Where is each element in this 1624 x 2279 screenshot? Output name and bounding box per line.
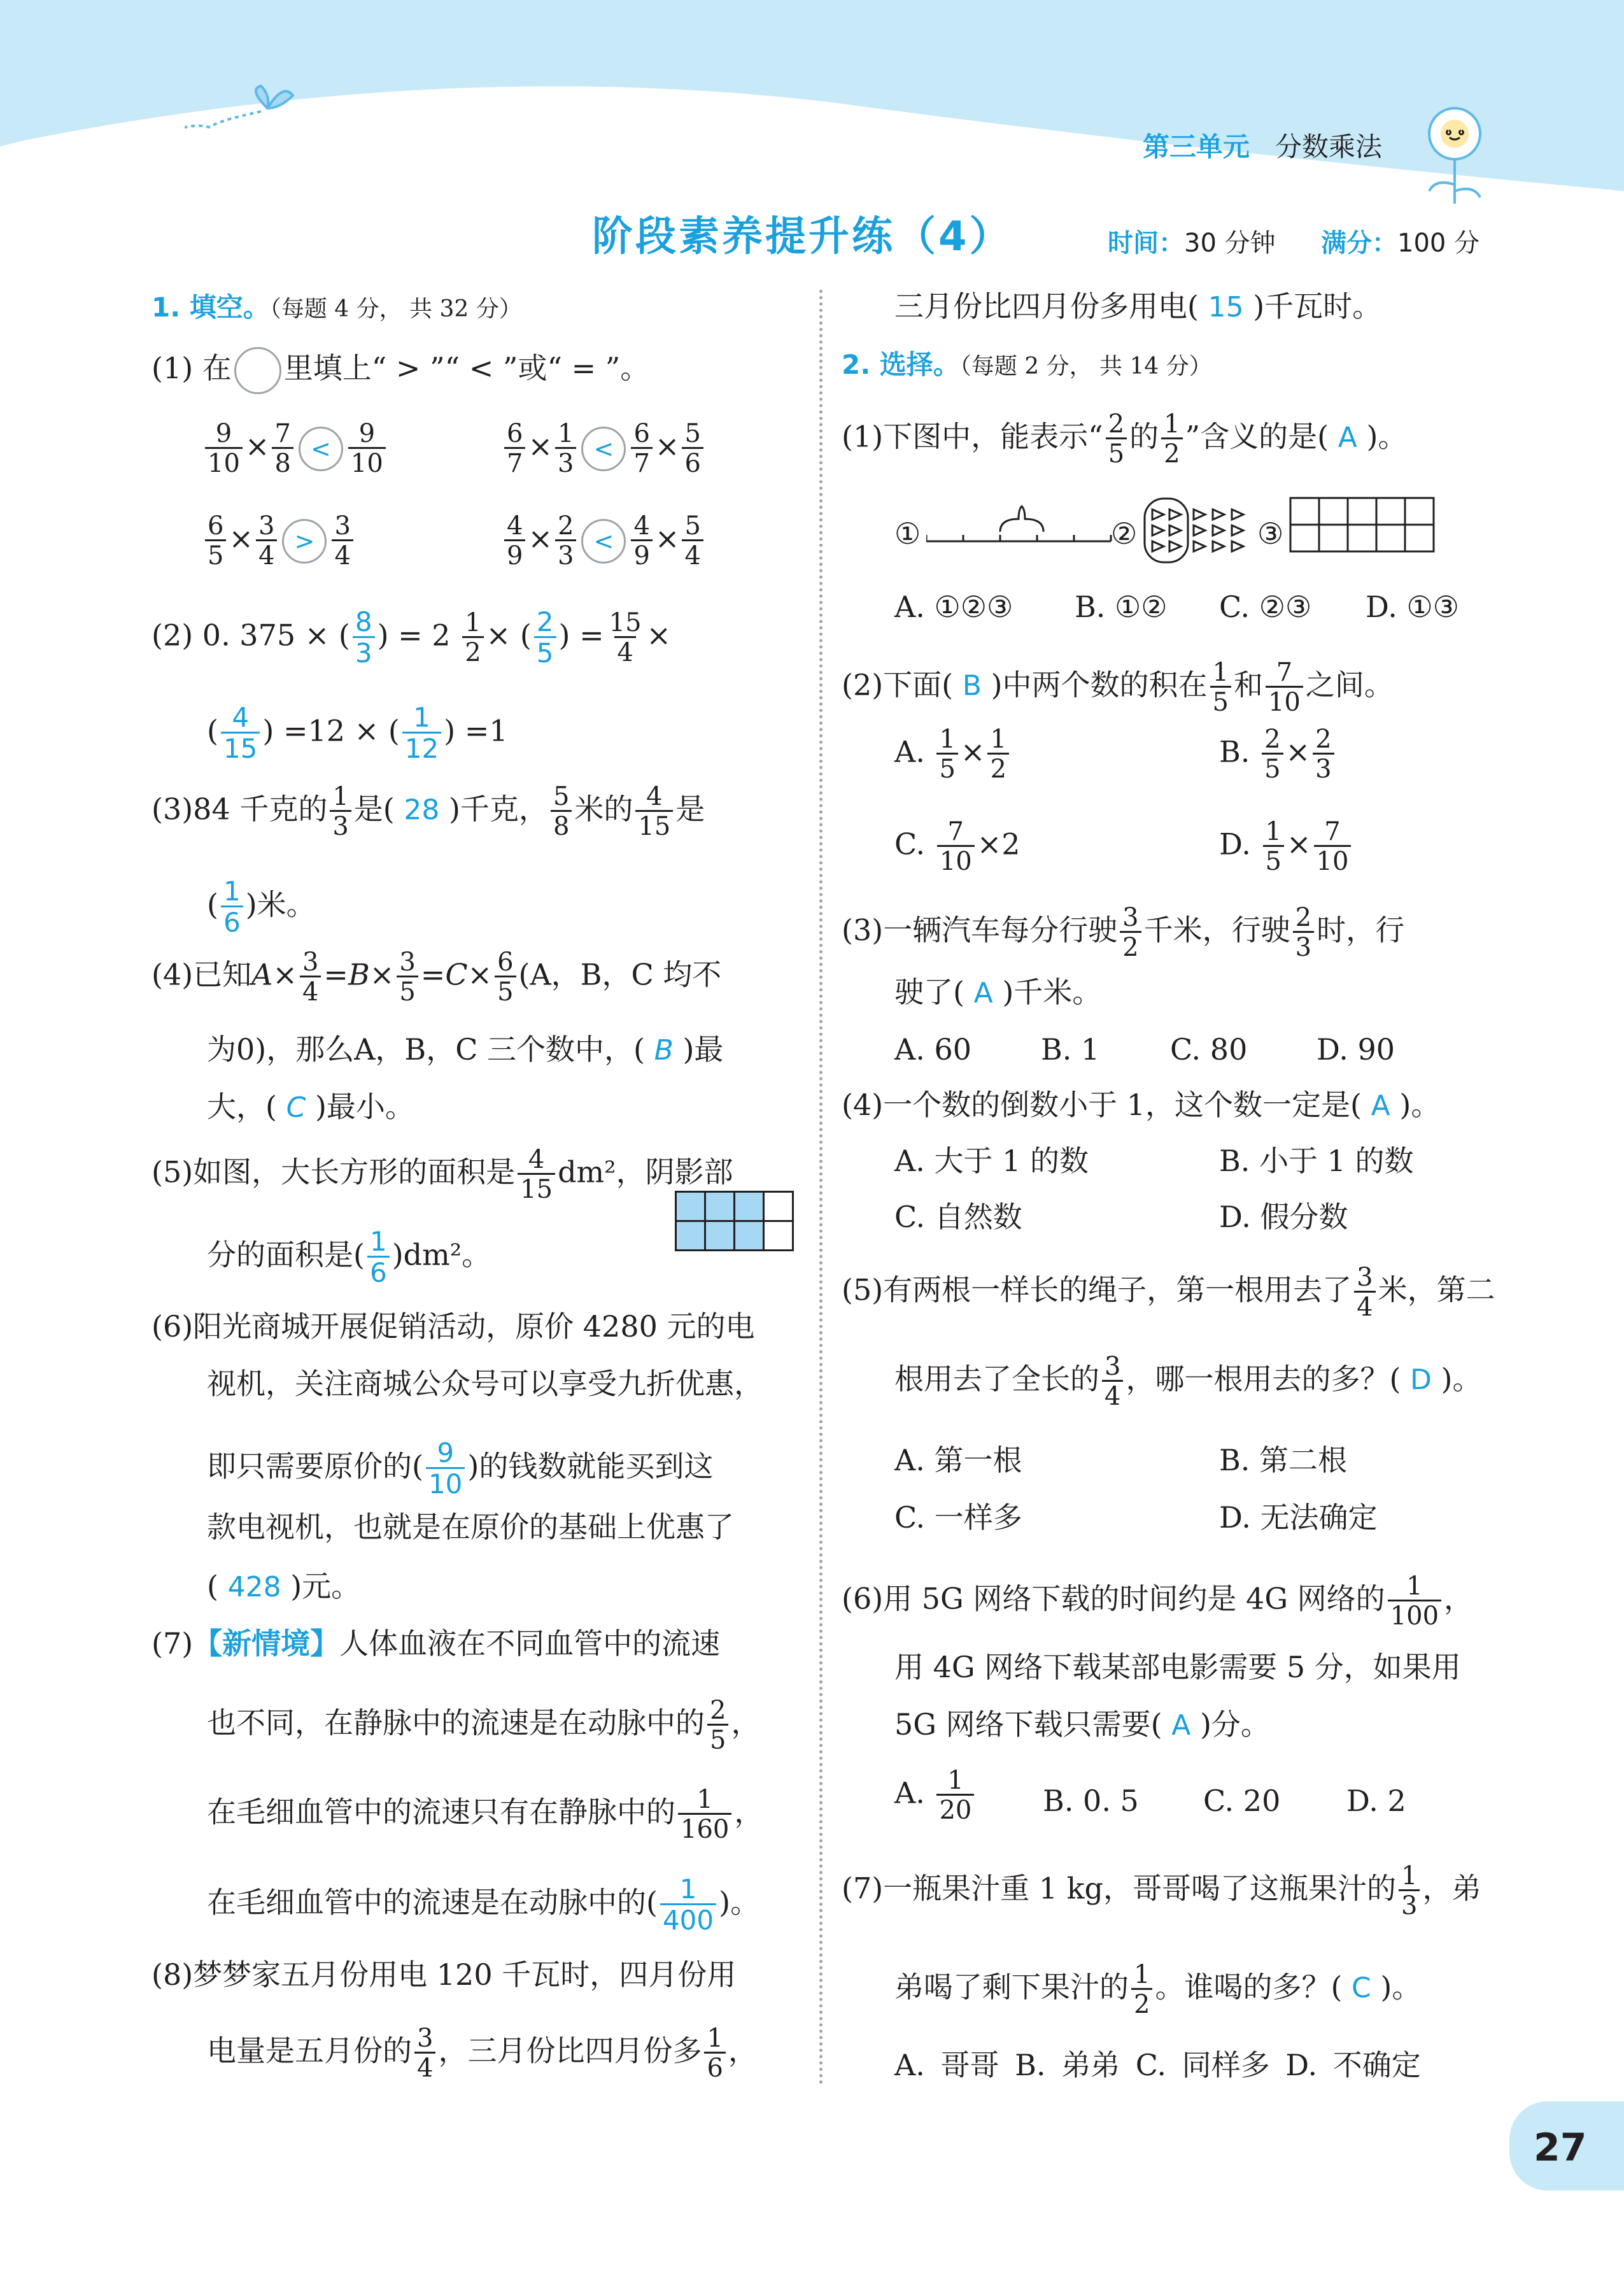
q1-p6-line-5: ( 428 )元。 bbox=[207, 1569, 361, 1603]
q2-p2-opt-b: B. $\frac{2}{5}$ × $\frac{2}{3}$ bbox=[1219, 726, 1337, 783]
figure-label-3: ③ bbox=[1257, 516, 1284, 551]
q2-p5-opt-d: D. 无法确定 bbox=[1219, 1500, 1378, 1535]
segment-figure bbox=[926, 503, 1117, 554]
q2-p5-opt-c: C. 一样多 bbox=[894, 1500, 1022, 1535]
page-title: 阶段素养提升练（4） bbox=[592, 213, 1013, 260]
q2-p3-opt-b: B. 1 bbox=[1041, 1032, 1100, 1067]
q2-p6-line-3: 5G 网络下载只需要( A )分。 bbox=[894, 1707, 1270, 1742]
q2-p7-line-2: 弟喝了剩下果汁的 $\frac{1}{2}$ 。谁喝的多？( C )。 bbox=[894, 1960, 1422, 2019]
q2-p3-opt-a: A. 60 bbox=[894, 1032, 971, 1067]
q1-p8-line-2: 电量是五月份的 $\frac{3}{4}$ ，三月份比四月份多 $\frac{1}{6}$ ， bbox=[207, 2024, 758, 2083]
q1-p7-line-2: 也不同，在静脉中的流速是在动脉中的 $\frac{2}{5}$ ， bbox=[207, 1696, 761, 1755]
q1-p3-line-2: ( $\frac{1}{6}$ )米。 bbox=[207, 876, 316, 939]
page-number-tab bbox=[1509, 2101, 1624, 2190]
q2-p2-opt-c: C. $\frac{7}{10}$ ×2 bbox=[894, 817, 1020, 876]
rectangle-figure bbox=[675, 1191, 794, 1251]
q1-p2-line-2: ( $\frac{4}{15}$ ) =12 × ( $\frac{1}{12}$ ) =1 bbox=[207, 702, 508, 765]
q2-p6-opt-d: D. 2 bbox=[1346, 1784, 1406, 1818]
q2-p7-line-1: (7)一瓶果汁重 1 kg，哥哥喝了这瓶果汁的 $\frac{1}{3}$ ，弟 bbox=[842, 1861, 1481, 1920]
q1-p6-line-2: 视机，关注商城公众号可以享受九折优惠， bbox=[207, 1367, 763, 1401]
q2-p4-opt-c: C. 自然数 bbox=[894, 1200, 1022, 1234]
q2-p2-opt-d: D. $\frac{1}{5}$ × $\frac{7}{10}$ bbox=[1219, 818, 1353, 875]
q2-p1-opt-b: B. ①② bbox=[1075, 590, 1168, 624]
q1-p7-line-3: 在毛细血管中的流速只有在静脉中的 $\frac{1}{160}$ ， bbox=[207, 1785, 764, 1844]
unit-label: 第三单元 bbox=[1143, 131, 1250, 162]
q1-p1-line: (1) 在 里填上“ > ”“ < ”或“ = ”。 bbox=[152, 347, 649, 394]
q1-p4-line-2: 为0)，那么A，B，C 三个数中，( B )最 bbox=[207, 1032, 724, 1067]
q2-p5-line-2: 根用去了全长的 $\frac{3}{4}$ ，哪一根用去的多？( D )。 bbox=[894, 1352, 1482, 1411]
q1-p1-row-1: $\frac{9}{10}$ × $\frac{7}{8}$ < $\frac{9}{10}$ bbox=[202, 420, 388, 477]
q2-p1-opt-a: A. ①②③ bbox=[894, 590, 1013, 624]
q1-p8-line-3: 三月份比四月份多用电( 15 )千瓦时。 bbox=[894, 289, 1382, 323]
q2-p6-line-1: (6)用 5G 网络下载的时间约是 4G 网络的 $\frac{1}{100}$ ， bbox=[842, 1572, 1474, 1631]
q2-p7-options: A. 哥哥 B. 弟弟 C. 同样多 D. 不确定 bbox=[894, 2048, 1421, 2082]
q2-p6-opt-c: C. 20 bbox=[1203, 1784, 1281, 1818]
blank-circle bbox=[234, 347, 281, 394]
grid-figure bbox=[1289, 497, 1436, 554]
page-number: 27 bbox=[1534, 2126, 1587, 2170]
time-info: 时间：30 分钟 bbox=[1108, 229, 1276, 258]
answer-circle: < bbox=[581, 427, 626, 471]
q1-p6-line-3: 即只需要原价的( $\frac{9}{10}$ )的钱数就能买到这 bbox=[207, 1437, 714, 1500]
q1-p8-line-1: (8)梦梦家五月份用电 120 千瓦时，四月份用 bbox=[152, 1957, 737, 1992]
answer-circle: < bbox=[581, 519, 626, 564]
answer-circle: < bbox=[299, 427, 343, 471]
q2-p4-opt-b: B. 小于 1 的数 bbox=[1219, 1144, 1414, 1178]
q2-p1-line: (1)下图中，能表示“ $\frac{2}{5}$ 的 $\frac{1}{2}$ ”含义的是( A )。 bbox=[842, 409, 1408, 469]
column-divider bbox=[819, 290, 823, 2085]
q1-p4-line-3: 大，( C )最小。 bbox=[207, 1090, 414, 1124]
q2-p3-opt-c: C. 80 bbox=[1170, 1032, 1248, 1067]
q1-p5-line-1: (5)如图，大长方形的面积是 $\frac{4}{15}$ dm²，阴影部 bbox=[152, 1145, 733, 1204]
q1-p4-line-1: (4)已知A× $\frac{3}{4}$ =B× $\frac{3}{5}$ =C× $\frac{6}{5}$ (A，B，C 均不 bbox=[152, 948, 722, 1007]
q1-p1-row-2: $\frac{6}{7}$ × $\frac{1}{3}$ < $\frac{6}{7}$ × $\frac{5}{6}$ bbox=[502, 420, 706, 477]
q2-p5-line-1: (5)有两根一样长的绳子，第一根用去了 $\frac{3}{4}$ 米，第二 bbox=[842, 1263, 1495, 1322]
topic-label: 分数乘法 bbox=[1275, 131, 1383, 162]
q1-p1-row-3: $\frac{6}{5}$ × $\frac{3}{4}$ > $\frac{3}{4}$ bbox=[202, 513, 356, 569]
q2-p3-line-2: 驶了( A )千米。 bbox=[894, 975, 1102, 1009]
q1-p5-line-2: 分的面积是( $\frac{1}{6}$ )dm²。 bbox=[207, 1226, 491, 1289]
q2-p4-opt-d: D. 假分数 bbox=[1219, 1200, 1348, 1234]
q1-p6-line-1: (6)阳光商城开展促销活动，原价 4280 元的电 bbox=[152, 1309, 755, 1344]
q1-p2-line-1: (2) 0. 375 × ( $\frac{8}{3}$ ) = 2 $\frac{1}{2}$ × ( $\frac{2}{5}$ ) = $\frac{15}{4}$ × bbox=[152, 606, 672, 669]
q2-p1-opt-c: C. ②③ bbox=[1219, 590, 1312, 624]
q2-p1-opt-d: D. ①③ bbox=[1366, 590, 1459, 624]
figure-label-2: ② bbox=[1111, 516, 1138, 551]
answer-circle: > bbox=[282, 519, 327, 564]
q1-p6-line-4: 款电视机，也就是在原价的基础上优惠了 bbox=[207, 1510, 734, 1544]
drops-figure bbox=[1143, 497, 1251, 567]
q1-heading: 1. 填空。（每题 4 分， 共 32 分） bbox=[152, 292, 522, 323]
q1-p7-line-1: (7)【新情境】人体血液在不同血管中的流速 bbox=[152, 1626, 721, 1661]
figure-label-1: ① bbox=[894, 516, 921, 551]
q2-heading: 2. 选择。（每题 2 分， 共 14 分） bbox=[842, 349, 1212, 380]
q2-p6-opt-b: B. 0. 5 bbox=[1043, 1784, 1139, 1818]
q2-p2-line: (2)下面( B )中两个数的积在 $\frac{1}{5}$ 和 $\frac{7}{10}$ 之间。 bbox=[842, 658, 1394, 717]
q2-p6-opt-a: A. $\frac{1}{20}$ bbox=[894, 1767, 977, 1824]
score-info: 满分：100 分 bbox=[1321, 229, 1480, 258]
header-banner bbox=[0, 0, 1624, 210]
q2-p3-opt-d: D. 90 bbox=[1317, 1032, 1395, 1067]
q1-p7-line-4: 在毛细血管中的流速是在动脉中的( $\frac{1}{400}$ )。 bbox=[207, 1873, 760, 1936]
q2-p2-opt-a: A. $\frac{1}{5}$ × $\frac{1}{2}$ bbox=[894, 726, 1012, 783]
q2-p4-opt-a: A. 大于 1 的数 bbox=[894, 1144, 1089, 1178]
q2-p4-line: (4)一个数的倒数小于 1，这个数一定是( A )。 bbox=[842, 1088, 1441, 1122]
q2-p6-line-2: 用 4G 网络下载某部电影需要 5 分，如果用 bbox=[894, 1650, 1461, 1684]
q2-p3-line-1: (3)一辆汽车每分行驶 $\frac{3}{2}$ 千米，行驶 $\frac{2}{3}$ 时，行 bbox=[842, 903, 1405, 962]
q1-p3-line-1: (3)84 千克的 $\frac{1}{3}$ 是( 28 )千克， $\frac{5}{8}$ 米的 $\frac{4}{15}$ 是 bbox=[152, 782, 705, 841]
q1-p1-row-4: $\frac{4}{9}$ × $\frac{2}{3}$ < $\frac{4}{9}$ × $\frac{5}{4}$ bbox=[502, 513, 706, 569]
q2-p5-opt-b: B. 第二根 bbox=[1219, 1443, 1348, 1477]
q2-p5-opt-a: A. 第一根 bbox=[894, 1443, 1022, 1477]
